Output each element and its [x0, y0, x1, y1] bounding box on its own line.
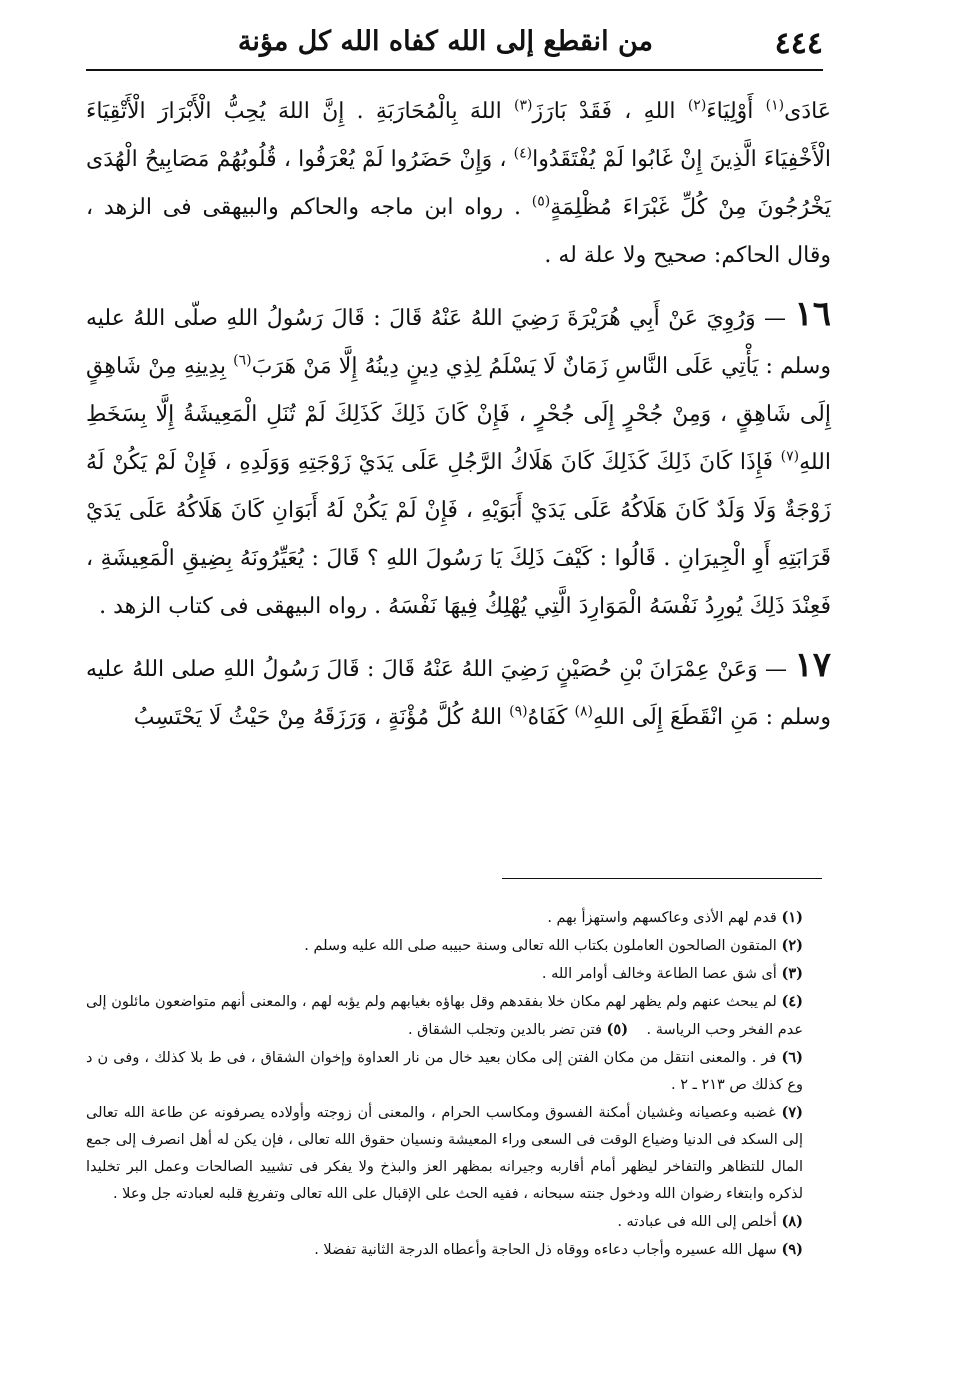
- footnote-1: (١) قدم لهم الأذى وعاكسهم واستهزأ بهم .: [547, 909, 803, 926]
- footnote-4-5: (٤) لم يبحث عنهم ولم يظهر لهم مكان خلا بفقدهم وقل بهاؤه بغيابهم ولم يؤبه لهم ، والمعنى أنهم متواضعون مائلون إلى عدم الفخر وحب الرياسة . (٥) فتن تضر بالدين وتجلب الشقاق .: [86, 993, 804, 1038]
- footnote-ref: (٧): [780, 448, 800, 465]
- footnote-separator: [502, 878, 822, 879]
- footnote-3: (٣) أى شق عصا الطاعة وخالف أوامر الله .: [541, 965, 803, 982]
- footnote-ref: (٨): [574, 703, 593, 720]
- footnote-8: (٨) أخلص إلى الله فى عبادته .: [617, 1213, 803, 1230]
- footnote-ref: (١): [765, 97, 785, 114]
- paragraph-hadith-16: ١٦ — وَرُوِيَ عَنْ أَبِي هُرَيْرَةَ رَضِيَ اللهُ عَنْهُ قَالَ : قَالَ رَسُولُ اللهِ صلّى اللهُ عليه وسلم : يَأْتِي عَلَى النَّاسِ زَمَانٌ لَا يَسْلَمُ لِذِي دِينٍ دِينُهُ إِلَّا مَنْ هَرَبَ$^{(٦)}$ بِدِينِهِ مِنْ شَاهِقٍ إِلَى شَاهِقٍ ، وَمِنْ جُحْرٍ إِلَى جُحْرٍ ، فَإِنْ كَانَ ذَلِكَ كَذَلِكَ لَمْ تُنَلِ الْمَعِيشَةُ إِلَّا بِسَخَطِ اللهِ$^{(٧)}$ فَإِذَا كَانَ ذَلِكَ كَذَلِكَ كَانَ هَلَاكُ الرَّجُلِ عَلَى يَدَيْ زَوْجَتِهِ وَوَلَدِهِ ، فَإِنْ لَمْ يَكُنْ لَهُ زَوْجَةٌ وَلَا وَلَدٌ كَانَ هَلَاكُهُ عَلَى يَدَيْ أَبَوَيْهِ ، فَإِنْ لَمْ يَكُنْ لَهُ أَبَوَانِ كَانَ هَلَاكُهُ عَلَى يَدَيْ قَرَابَتِهِ أَوِ الْجِيرَانِ . قَالُوا : كَيْفَ ذَلِكَ يَا رَسُولَ اللهِ ؟ قَالَ : يُعَيِّرُونَهُ بِضِيقِ الْمَعِيشَةِ ، فَعِنْدَ ذَلِكَ يُورِدُ نَفْسَهُ الْمَوَارِدَ الَّتِي يُهْلِكُ فِيهَا نَفْسَهُ . رواه البيهقى فى كتاب الزهد .: [86, 294, 831, 619]
- footnote-ref: (٣): [514, 97, 533, 114]
- paragraph-hadith-17: ١٧ — وَعَنْ عِمْرَانَ بْنِ حُصَيْنٍ رَضِيَ اللهُ عَنْهُ قَالَ : قَالَ رَسُولُ اللهِ صلى اللهُ عليه وسلم : مَنِ انْقَطَعَ إِلَى اللهِ$^{(٨)}$ كَفَاهُ$^{(٩)}$ اللهُ كُلَّ مُؤْنَةٍ ، وَرَزَقَهُ مِنْ حَيْثُ لَا يَحْتَسِبُ: [86, 645, 831, 730]
- footnote-ref: (٩): [509, 703, 528, 720]
- footnote-7: (٧) غضبه وعصيانه وغشيان أمكنة الفسوق ومكاسب الحرام ، والمعنى أن زوجته وأولاده يصرفونه عن طاعة الله تعالى إلى السكد فى الدنيا وضياع الوقت فى السعى وراء المعيشة ونسيان حقوق الله تعالى ، فإن يكن له أهل انصرف إلى جمع المال للتظاهر والتفاخر ليظهر أمام أقاربه وجيرانه بمظهر العز والبذخ ولا يفكر فى تشييد الصالحات وعمل البر تخليدا لذكره وابتغاء رضوان الله ودخول جنته سبحانه ، ففيه الحث على الإقبال على الله تعالى وتفريغ قلبه لعبادته جل وعلا .: [86, 1104, 803, 1202]
- hadith-number: ١٦: [794, 294, 831, 334]
- paragraph-hadith-15-end: عَادَى$^{(١)}$ أَوْلِيَاءَ$^{(٢)}$ اللهِ ، فَقَدْ بَارَزَ$^{(٣)}$ اللهَ بِالْمُحَارَبَةِ . إِنَّ اللهَ يُحِبُّ الْأَبْرَارَ الْأَتْقِيَاءَ الْأَخْفِيَاءَ الَّذِينَ إِنْ غَابُوا لَمْ يُفْتَقَدُوا$^{(٤)}$ ، وَإِنْ حَضَرُوا لَمْ يُعْرَفُوا ، قُلُوبُهُمْ مَصَابِيحُ الْهُدَى يَخْرُجُونَ مِنْ كُلِّ غَبْرَاءَ مُظْلِمَةٍ$^{(٥)}$ . رواه ابن ماجه والحاكم والبيهقى فى الزهد ، وقال الحاكم: صحيح ولا علة له .: [86, 97, 831, 268]
- footnote-6: (٦) فر . والمعنى انتقل من مكان الفتن إلى مكان بعيد خال من نار العداوة وإخوان الشقاق ، فى ط بلا كذلك ، وفى ن د وع كذلك ص ٢١٣ ـ ٢ .: [86, 1049, 804, 1093]
- footnotes: [86, 904, 803, 1264]
- footnote-ref: (٤): [513, 145, 533, 162]
- footnote-ref: (٢): [687, 97, 707, 114]
- page-header: [86, 18, 823, 66]
- main-text: [86, 88, 831, 742]
- page-number: ٤٤٤: [774, 26, 823, 61]
- hadith-number: ١٧: [794, 645, 831, 685]
- footnote-ref: (٥): [531, 193, 551, 210]
- footnote-9: (٩) سهل الله عسيره وأجاب دعاءه ووقاه ذل الحاجة وأعطاه الدرجة الثانية تفضلا .: [314, 1241, 803, 1258]
- footnote-2: (٢) المتقون الصالحون العاملون بكتاب الله تعالى وسنة حبيبه صلى الله عليه وسلم .: [304, 937, 803, 954]
- footnote-ref: (٦): [233, 352, 252, 369]
- header-rule: [86, 69, 823, 71]
- running-title: من انقطع إلى الله كفاه الله كل مؤنة: [237, 26, 653, 57]
